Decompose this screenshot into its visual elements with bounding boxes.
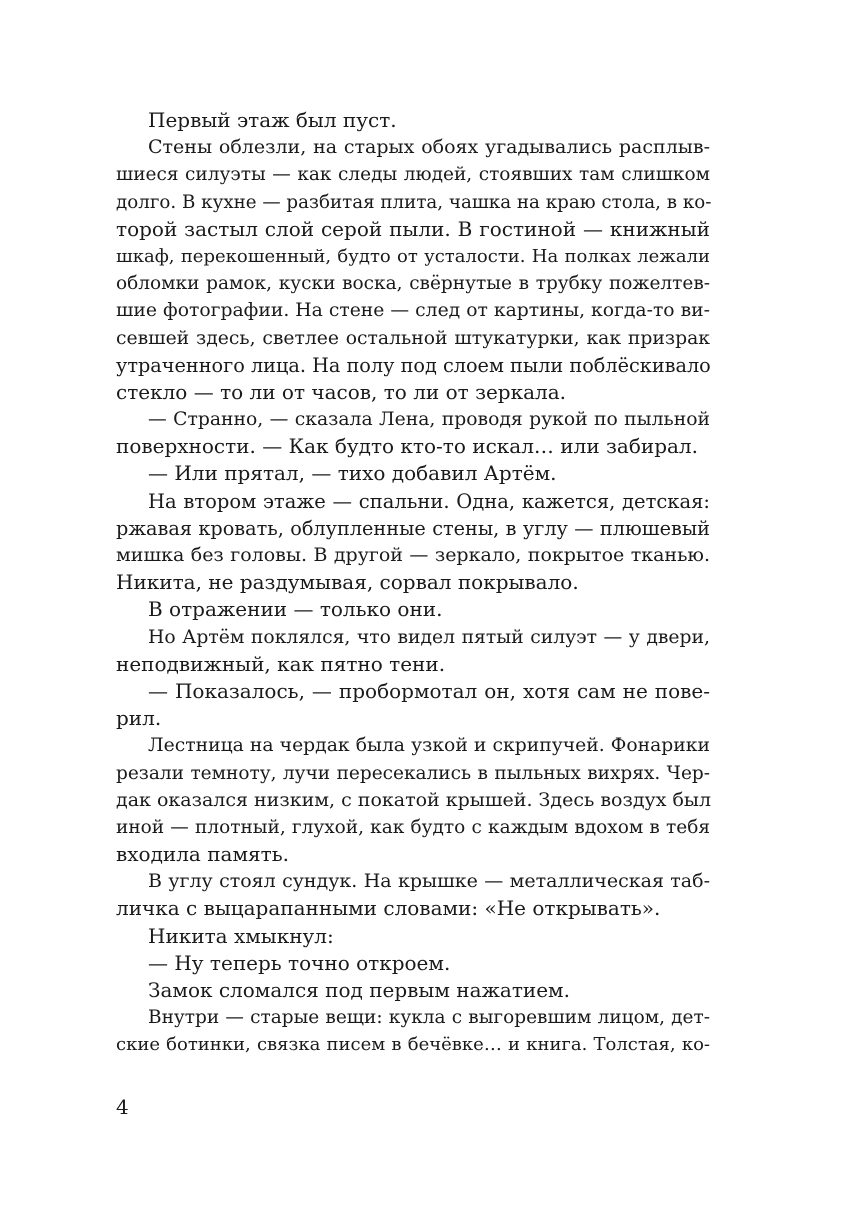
text-line: ржавая кровать, облупленные стены, в углу — плюшевый xyxy=(116,516,710,540)
text-line: Стены облезли, на старых обоях угадывались расплыв- xyxy=(148,136,710,159)
body-text xyxy=(116,107,710,1059)
text-line: входила память. xyxy=(116,842,289,867)
text-line: севшей здесь, светлее остальной штукатурки, как призрак xyxy=(116,327,710,349)
text-line: иной — плотный, глухой, как будто с каждым вдохом в тебя xyxy=(116,816,710,838)
text-line: — Или прятал, — тихо добавил Артём. xyxy=(148,461,557,486)
text-line: — Ну теперь точно откроем. xyxy=(148,950,451,975)
text-line: торой застыл слой серой пыли. В гостиной — книжный xyxy=(116,216,710,241)
text-line: ские ботинки, связка писем в бечёвке… и книга. Толстая, ко- xyxy=(116,1034,710,1056)
text-line: Никита, не раздумывая, сорвал покрывало. xyxy=(116,570,579,595)
text-line: Внутри — старые вещи: кукла с выгоревшим лицом, дет- xyxy=(148,1007,710,1029)
text-line: дак оказался низким, с покатой крышей. Здесь воздух был xyxy=(116,788,712,811)
text-line: резали темноту, лучи пересекались в пыльных вихрях. Чер- xyxy=(116,762,710,784)
text-line: На втором этаже — спальни. Одна, кажется, детская: xyxy=(148,489,710,513)
text-line: мишка без головы. В другой — зеркало, покрытое тканью. xyxy=(116,544,710,566)
text-line: — Показалось, — пробормотал он, хотя сам не пове- xyxy=(148,678,710,703)
text-line: утраченного лица. На полу под слоем пыли поблёскивало xyxy=(116,353,711,377)
page-number: 4 xyxy=(116,1095,129,1119)
text-line: неподвижный, как пятно тени. xyxy=(116,651,446,676)
text-line: стекло — то ли от часов, то ли от зеркала. xyxy=(116,379,567,404)
text-line: личка с выцарапанными словами: «Не открывать». xyxy=(116,896,661,921)
text-line: Никита хмыкнул: xyxy=(148,923,334,948)
text-line: Но Артём поклялся, что видел пятый силуэт — у двери, xyxy=(148,626,710,648)
text-line: шие фотографии. На стене — след от картины, когда-то ви- xyxy=(116,300,710,322)
text-line: Замок сломался под первым нажатием. xyxy=(148,978,570,1002)
text-line: рил. xyxy=(116,706,162,731)
text-line: Первый этаж был пуст. xyxy=(148,108,397,132)
text-line: обломки рамок, куски воска, свёрнутые в трубку пожелтев- xyxy=(116,273,710,295)
text-line: В отражении — только они. xyxy=(148,597,443,622)
text-line: — Странно, — сказала Лена, проводя рукой по пыльной xyxy=(148,409,710,431)
text-line: долго. В кухне — разбитая плита, чашка на краю стола, в ко- xyxy=(116,191,712,213)
text-line: В углу стоял сундук. На крышке — металлическая таб- xyxy=(148,870,710,893)
text-line: шкаф, перекошенный, будто от усталости. На полках лежали xyxy=(116,245,710,267)
text-line: поверхности. — Как будто кто-то искал… или забирал. xyxy=(116,434,698,459)
text-line: шиеся силуэты — как следы людей, стоявших там слишком xyxy=(116,164,710,186)
text-line: Лестница на чердак была узкой и скрипучей. Фонарики xyxy=(148,735,710,757)
